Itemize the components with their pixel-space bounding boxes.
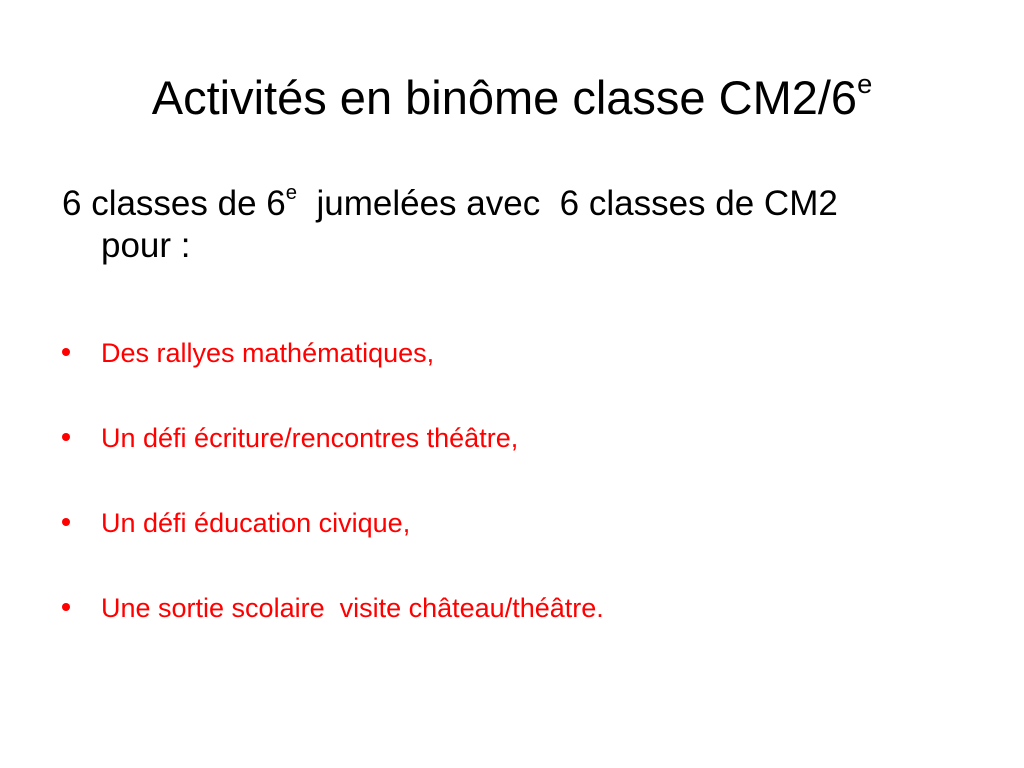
slide-title-superscript: e xyxy=(857,68,873,100)
bullet-item xyxy=(62,415,982,500)
slide-title xyxy=(0,68,1024,128)
bullet-item xyxy=(62,500,982,585)
bullet-item xyxy=(62,330,982,415)
bullet-dot-icon xyxy=(62,603,70,611)
bullet-text: Un défi écriture/rencontres théâtre, xyxy=(101,423,519,453)
bullet-list xyxy=(62,330,982,670)
bullet-text: Une sortie scolaire visite château/théâtre. xyxy=(101,593,604,623)
intro-text-line2: pour : xyxy=(101,226,191,265)
intro-text-part2: jumelées avec 6 classes de CM2 xyxy=(297,184,838,223)
bullet-dot-icon xyxy=(62,433,70,441)
intro-text-part1: 6 classes de 6 xyxy=(62,184,286,223)
bullet-text: Des rallyes mathématiques, xyxy=(101,338,435,368)
intro-superscript: e xyxy=(285,182,298,205)
bullet-text: Un défi éducation civique, xyxy=(101,508,411,538)
bullet-dot-icon xyxy=(62,518,70,526)
slide-title-text: Activités en binôme classe CM2/6 xyxy=(151,71,858,124)
bullet-item xyxy=(62,585,982,670)
bullet-dot-icon xyxy=(62,348,70,356)
intro-paragraph xyxy=(62,183,962,267)
